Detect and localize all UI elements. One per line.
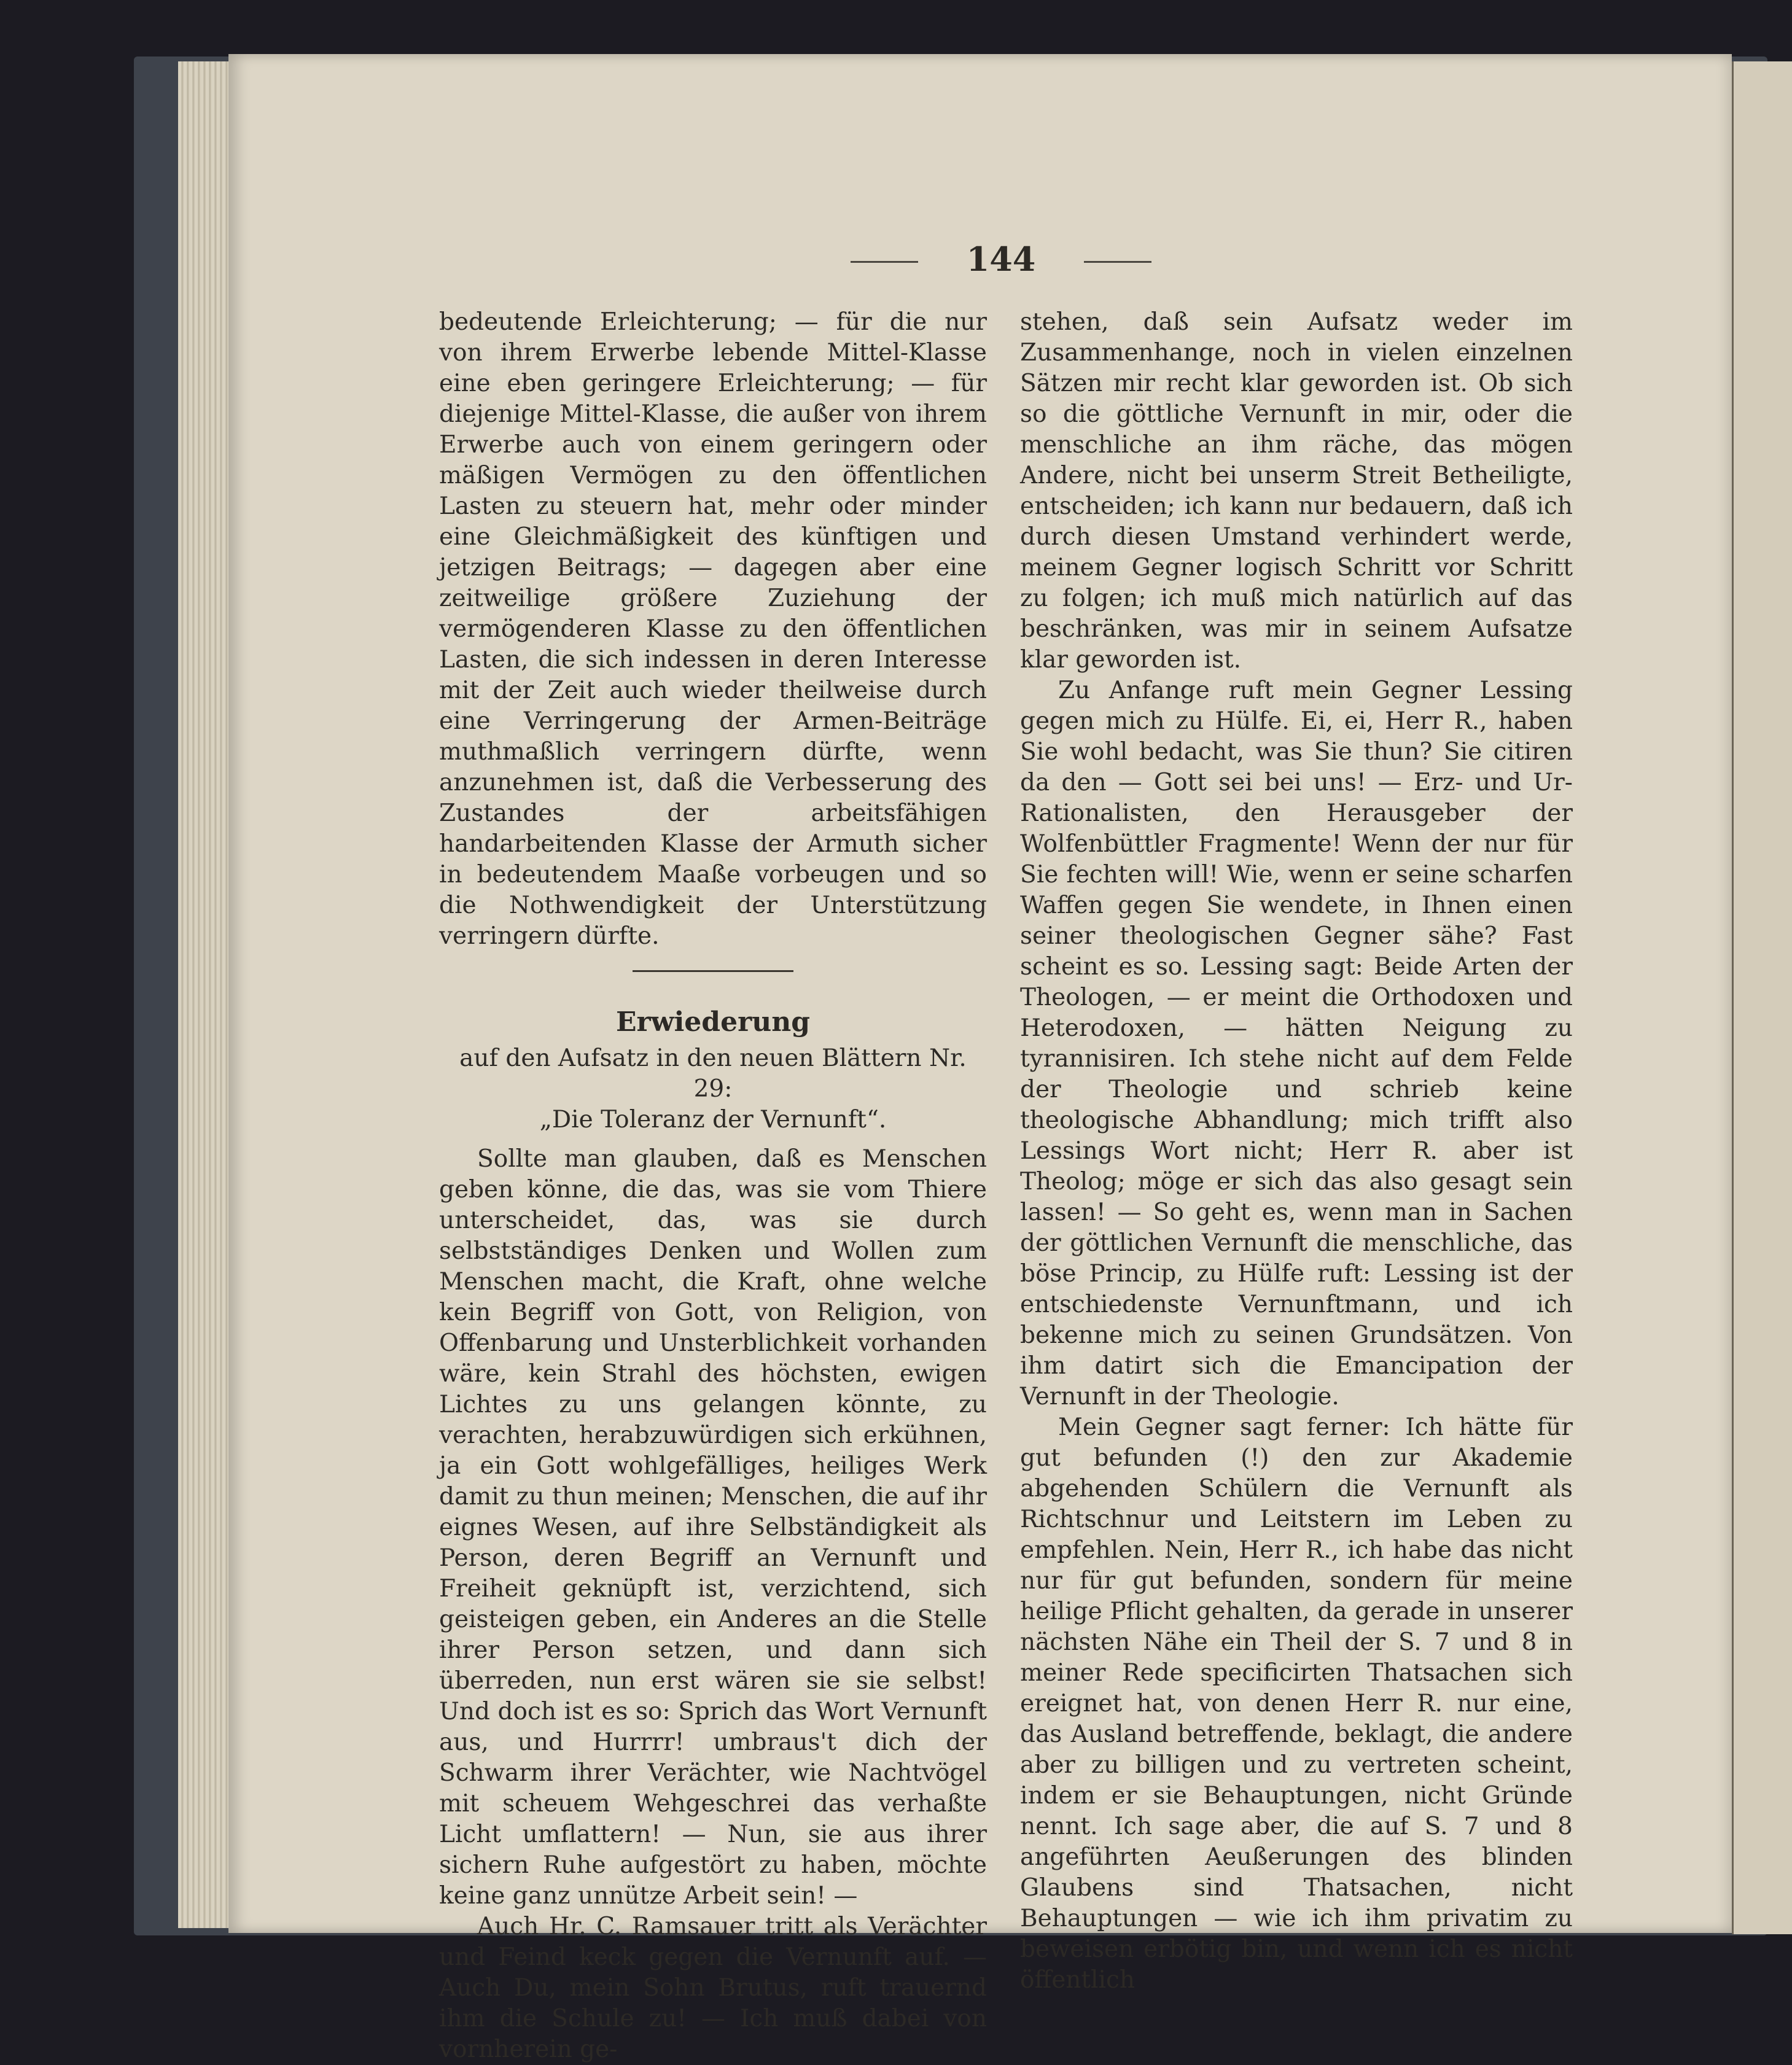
page-number-rule-right bbox=[1084, 261, 1151, 263]
article-subheading-line1: auf den Aufsatz in den neuen Blättern Nr. 29: bbox=[459, 1044, 967, 1103]
article-paragraph: Mein Gegner sagt ferner: Ich hätte für gut befunden (!) den zur Akademie abgehenden Schülern die Vernunft als Richtschnur und Leitstern im Leben zu empfehlen. Nein, Herr R., ich habe das nicht nur für gut befunden, sondern für meine heilige Pflicht gehalten, da gerade in unserer nächsten Nähe ein Theil der S. 7 und 8 in meiner Rede specificirten Thatsachen sich ereignet hat, von denen Herr R. nur eine, das Ausland betreffende, beklagt, die andere aber zu billigen und zu vertreten scheint, indem er sie Behauptungen, nicht Gründe nennt. Ich sage aber, die auf S. 7 und 8 angeführten Aeußerungen des blinden Glaubens sind Thatsachen, nicht Behauptungen — wie ich ihm privatim zu beweisen erbötig bin, und wenn ich es nicht öffentlich bbox=[1020, 1414, 1573, 1994]
article-paragraph: Auch Hr. C. Ramsauer tritt als Verächter und Feind keck gegen die Vernunft auf. — Auch Du, mein Sohn Brutus, ruft trauernd ihm die Schule zu! — Ich muß dabei von vornherein ge- bbox=[439, 1913, 987, 2063]
page-number: 144 bbox=[966, 239, 1036, 279]
right-column bbox=[1020, 307, 1573, 1996]
article-heading: Erwiederung bbox=[616, 1006, 810, 1038]
facing-page-edge bbox=[1732, 61, 1792, 1934]
section-divider bbox=[633, 970, 793, 972]
left-column bbox=[439, 307, 987, 2065]
article-paragraph: Zu Anfange ruft mein Gegner Lessing gegen mich zu Hülfe. Ei, ei, Herr R., haben Sie wohl bedacht, was Sie thun? Sie citiren da den — Gott sei bei uns! — Erz- und Ur-Rationalisten, den Herausgeber der Wolfenbüttler Fragmente! Wenn der nur für Sie fechten will! Wie, wenn er seine scharfen Waffen gegen Sie wendete, in Ihnen einen seiner theologischen Gegner sähe? Fast scheint es so. Lessing sagt: Beide Arten der Theologen, — er meint die Orthodoxen und Heterodoxen, — hätten Neigung zu tyrannisiren. Ich stehe nicht auf dem Felde der Theologie und schrieb keine theologische Abhandlung; mich trifft also Lessings Wort nicht; Herr R. aber ist Theolog; möge er sich das also gesagt sein lassen! — So geht es, wenn man in Sachen der göttlichen Vernunft die menschliche, das böse Princip, zu Hülfe ruft: Lessing ist der entschiedenste Vernunftmann, und ich bekenne mich zu seinen Grundsätzen. Von ihm datirt sich die Emancipation der Vernunft in der Theologie. bbox=[1020, 677, 1573, 1410]
intro-paragraph: bedeutende Erleichterung; — für die nur von ihrem Erwerbe lebende Mittel-Klasse eine eben geringere Erleichterung; — für diejenige Mittel-Klasse, die außer von ihrem Erwerbe auch von einem geringern oder mäßigen Vermögen zu den öffentlichen Lasten zu steuern hat, mehr oder minder eine Gleichmäßigkeit des künftigen und jetzigen Beitrags; — dagegen aber eine zeitweilige größere Zuziehung der vermögenderen Klasse zu den öffentlichen Lasten, die sich indessen in deren Interesse mit der Zeit auch wieder theilweise durch eine Verringerung der Armen-Beiträge muthmaßlich verringern dürfte, wenn anzunehmen ist, daß die Verbesserung des Zustandes der arbeitsfähigen handarbeitenden Klasse der Armuth sicher in bedeutendem Maaße vorbeugen und so die Nothwendigkeit der Unterstützung verringern dürfte. bbox=[439, 308, 987, 950]
article-paragraph: stehen, daß sein Aufsatz weder im Zusammenhange, noch in vielen einzelnen Sätzen mir recht klar geworden ist. Ob sich so die göttliche Vernunft in mir, oder die menschliche an ihm räche, das mögen Andere, nicht bei unserm Streit Betheiligte, entscheiden; ich kann nur bedauern, daß ich durch diesen Umstand verhindert werde, meinem Gegner logisch Schritt vor Schritt zu folgen; ich muß mich natürlich auf das beschränken, was mir in seinem Aufsatze klar geworden ist. bbox=[1020, 308, 1573, 674]
article-paragraph: Sollte man glauben, daß es Menschen geben könne, die das, was sie vom Thiere unterscheidet, das, was sie durch selbstständiges Denken und Wollen zum Menschen macht, die Kraft, ohne welche kein Begriff von Gott, von Religion, von Offenbarung und Unsterblichkeit vorhanden wäre, kein Strahl des höchsten, ewigen Lichtes zu uns gelangen könnte, zu verachten, herabzuwürdigen sich erkühnen, ja ein Gott wohlgefälliges, heiliges Werk damit zu thun meinen; Menschen, die auf ihr eignes Wesen, auf ihre Selbständigkeit als Person, deren Begriff an Vernunft und Freiheit geknüpft ist, verzichtend, sich geisteigen geben, ein Anderes an die Stelle ihrer Person setzen, und dann sich überreden, nun erst wären sie sie selbst! Und doch ist es so: Sprich das Wort Vernunft aus, und Hurrrr! umbraus't dich der Schwarm ihrer Verächter, wie Nachtvögel mit scheuem Wehgeschrei das verhaßte Licht umflattern! — Nun, sie aus ihrer sichern Ruhe aufgestört zu haben, möchte keine ganz unnütze Arbeit sein! — bbox=[439, 1145, 987, 1910]
article-subheading-line2: „Die Toleranz der Vernunft“. bbox=[539, 1106, 887, 1134]
